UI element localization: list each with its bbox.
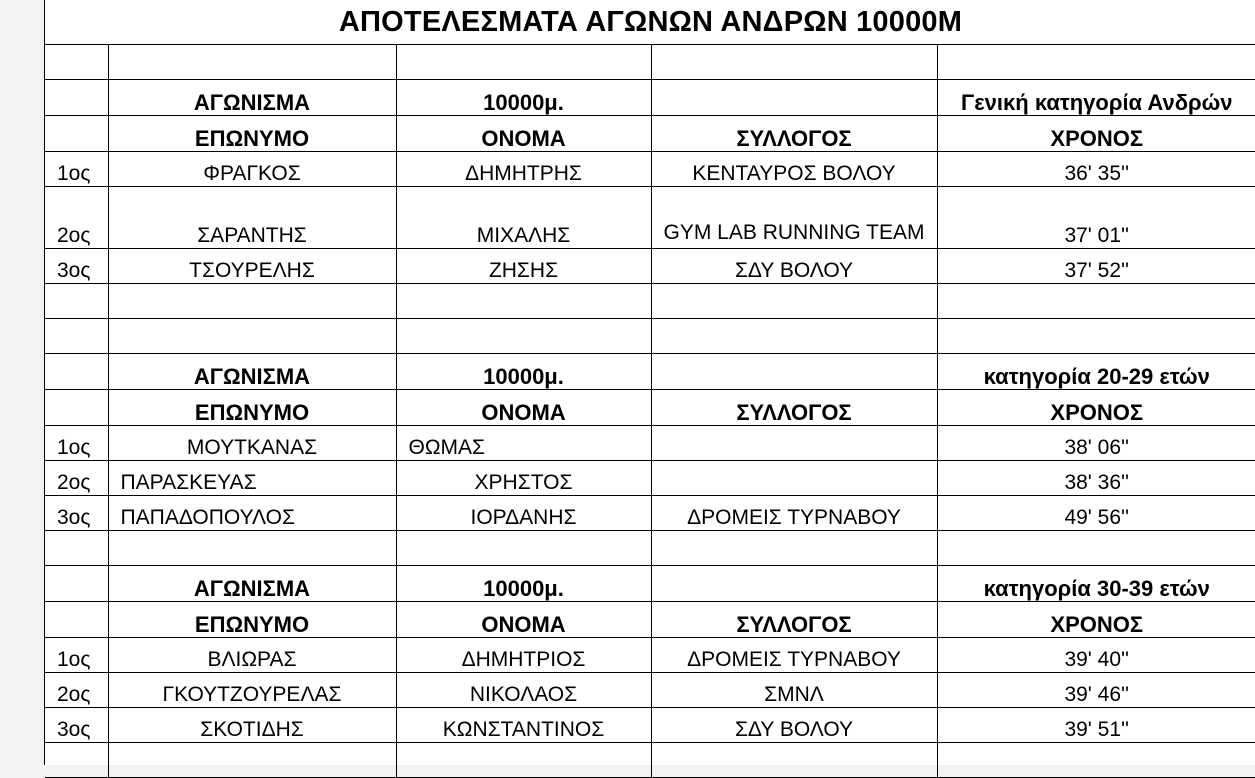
result-row [45,186,1255,248]
place-cell[interactable]: 1ος [45,151,108,186]
name-cell[interactable]: ΜΙΧΑΛΗΣ [396,186,651,248]
name-cell[interactable]: ΙΟΡΔΑΝΗΣ [396,495,651,530]
cell[interactable] [396,44,651,79]
place-cell[interactable]: 3ος [45,495,108,530]
header-name[interactable]: ΟΝΟΜΑ [396,115,651,151]
event-label[interactable]: ΑΓΩΝΙΣΜΑ [108,353,396,389]
cell[interactable] [651,79,937,115]
cell[interactable] [45,565,108,601]
event-row [45,565,1255,601]
surname-cell[interactable]: ΤΣΟΥΡΕΛΗΣ [108,248,396,283]
place-cell[interactable]: 2ος [45,186,108,248]
header-time[interactable]: ΧΡΟΝΟΣ [937,389,1255,425]
header-time[interactable]: ΧΡΟΝΟΣ [937,115,1255,151]
cell[interactable] [396,318,651,353]
event-distance[interactable]: 10000μ. [396,353,651,389]
category-label[interactable]: κατηγορία 20-29 ετών [937,353,1255,389]
surname-cell[interactable]: ΠΑΠΑΔΟΠΟΥΛΟΣ [108,495,396,530]
header-name[interactable]: ΟΝΟΜΑ [396,389,651,425]
empty-row [45,742,1255,777]
header-name[interactable]: ΟΝΟΜΑ [396,601,651,637]
cell[interactable] [937,283,1255,318]
category-label[interactable]: Γενική κατηγορία Ανδρών [937,79,1255,115]
surname-cell[interactable]: ΦΡΑΓΚΟΣ [108,151,396,186]
club-cell[interactable]: ΚΕΝΤΑΥΡΟΣ ΒΟΛΟΥ [651,151,937,186]
event-row [45,79,1255,115]
surname-cell[interactable]: ΣΑΡΑΝΤΗΣ [108,186,396,248]
empty-row [45,530,1255,565]
surname-cell[interactable]: ΓΚΟΥΤΖΟΥΡΕΛΑΣ [108,672,396,707]
spreadsheet-page [44,0,1255,765]
cell[interactable] [396,742,651,777]
event-label[interactable]: ΑΓΩΝΙΣΜΑ [108,79,396,115]
cell[interactable] [45,601,108,637]
cell[interactable] [45,79,108,115]
club-cell[interactable]: ΣΔΥ ΒΟΛΟΥ [651,707,937,742]
place-cell[interactable]: 1ος [45,637,108,672]
cell[interactable] [396,283,651,318]
result-row [45,248,1255,283]
cell[interactable] [651,742,937,777]
category-label[interactable]: κατηγορία 30-39 ετών [937,565,1255,601]
club-cell[interactable] [651,460,937,495]
cell[interactable] [108,44,396,79]
name-cell[interactable]: ΚΩΝΣΤΑΝΤΙΝΟΣ [396,707,651,742]
header-time[interactable]: ΧΡΟΝΟΣ [937,601,1255,637]
place-cell[interactable]: 3ος [45,707,108,742]
time-cell[interactable]: 38' 06'' [937,425,1255,460]
cell[interactable] [45,115,108,151]
header-row [45,115,1255,151]
cell[interactable] [45,389,108,425]
cell[interactable] [651,530,937,565]
result-row [45,637,1255,672]
header-surname[interactable]: ΕΠΩΝΥΜΟ [108,601,396,637]
time-cell[interactable]: 49' 56'' [937,495,1255,530]
empty-row [45,44,1255,79]
cell[interactable] [45,353,108,389]
cell[interactable] [937,318,1255,353]
time-cell[interactable]: 37' 01'' [937,186,1255,248]
cell[interactable] [108,530,396,565]
place-cell[interactable]: 3ος [45,248,108,283]
time-cell[interactable]: 39' 51'' [937,707,1255,742]
name-cell[interactable]: ΝΙΚΟΛΑΟΣ [396,672,651,707]
header-club[interactable]: ΣΥΛΛΟΓΟΣ [651,389,937,425]
cell[interactable] [45,530,108,565]
name-cell[interactable]: ΘΩΜΑΣ [396,425,651,460]
cell[interactable] [45,44,108,79]
empty-row [45,283,1255,318]
header-club[interactable]: ΣΥΛΛΟΓΟΣ [651,601,937,637]
surname-cell[interactable]: ΣΚΟΤΙΔΗΣ [108,707,396,742]
result-row [45,460,1255,495]
header-row [45,601,1255,637]
cell[interactable] [651,565,937,601]
cell[interactable] [396,530,651,565]
club-cell[interactable]: ΔΡΟΜΕΙΣ ΤΥΡΝΑΒΟΥ [651,495,937,530]
club-cell[interactable] [651,425,937,460]
club-cell[interactable]: ΣΔΥ ΒΟΛΟΥ [651,248,937,283]
header-club[interactable]: ΣΥΛΛΟΓΟΣ [651,115,937,151]
event-distance[interactable]: 10000μ. [396,79,651,115]
name-cell[interactable]: ΧΡΗΣΤΟΣ [396,460,651,495]
cell[interactable] [937,44,1255,79]
name-cell[interactable]: ΔΗΜΗΤΡΙΟΣ [396,637,651,672]
cell[interactable] [108,742,396,777]
header-surname[interactable]: ΕΠΩΝΥΜΟ [108,389,396,425]
place-cell[interactable]: 1ος [45,425,108,460]
result-row [45,495,1255,530]
header-row [45,389,1255,425]
cell[interactable] [45,742,108,777]
club-cell[interactable]: ΣΜΝΛ [651,672,937,707]
place-cell[interactable]: 2ος [45,460,108,495]
cell[interactable] [651,353,937,389]
time-cell[interactable]: 39' 40'' [937,637,1255,672]
name-cell[interactable]: ΖΗΣΗΣ [396,248,651,283]
results-table [45,44,1255,778]
event-label[interactable]: ΑΓΩΝΙΣΜΑ [108,565,396,601]
cell[interactable] [937,742,1255,777]
club-cell[interactable]: ΔΡΟΜΕΙΣ ΤΥΡΝΑΒΟΥ [651,637,937,672]
club-cell[interactable]: GYM LAB RUNNING TEAM [651,186,937,248]
event-distance[interactable]: 10000μ. [396,565,651,601]
cell[interactable] [45,318,108,353]
cell[interactable] [651,318,937,353]
result-row [45,672,1255,707]
cell[interactable] [108,318,396,353]
result-row [45,151,1255,186]
result-row [45,707,1255,742]
name-cell[interactable]: ΔΗΜΗΤΡΗΣ [396,151,651,186]
surname-cell[interactable]: ΜΟΥΤΚΑΝΑΣ [108,425,396,460]
empty-row [45,318,1255,353]
surname-cell[interactable]: ΒΛΙΩΡΑΣ [108,637,396,672]
cell[interactable] [651,283,937,318]
page-title: ΑΠΟΤΕΛΕΣΜΑΤΑ ΑΓΩΝΩΝ ΑΝΔΡΩΝ 10000Μ [45,0,1255,45]
cell[interactable] [651,44,937,79]
result-row [45,425,1255,460]
surname-cell[interactable]: ΠΑΡΑΣΚΕΥΑΣ [108,460,396,495]
place-cell[interactable]: 2ος [45,672,108,707]
event-row [45,353,1255,389]
cell[interactable] [45,283,108,318]
time-cell[interactable]: 37' 52'' [937,248,1255,283]
time-cell[interactable]: 38' 36'' [937,460,1255,495]
cell[interactable] [108,283,396,318]
time-cell[interactable]: 39' 46'' [937,672,1255,707]
header-surname[interactable]: ΕΠΩΝΥΜΟ [108,115,396,151]
cell[interactable] [937,530,1255,565]
time-cell[interactable]: 36' 35'' [937,151,1255,186]
